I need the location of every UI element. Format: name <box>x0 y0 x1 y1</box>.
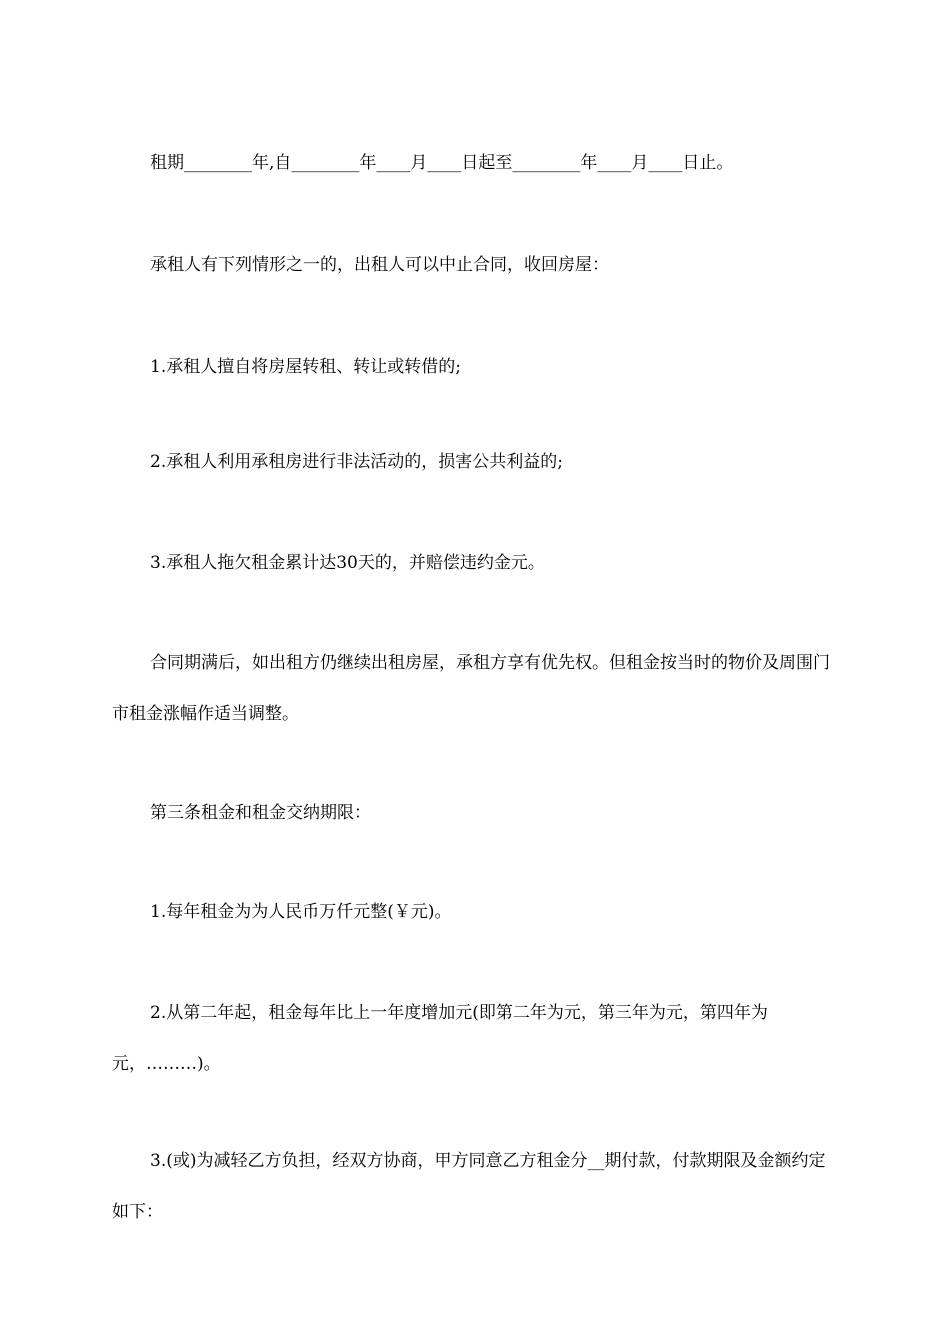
rent-item-2: 2.从第二年起，租金每年比上一年度增加元(即第二年为元，第三年为元，第四年为元，………)。 <box>112 1003 768 1074</box>
renewal-paragraph: 合同期满后，如出租方仍继续出租房屋，承租方享有优先权。但租金按当时的物价及周围门市租金涨幅作适当调整。 <box>112 653 830 724</box>
condition-item-3: 3.承租人拖欠租金累计达30天的，并赔偿违约金元。 <box>150 553 545 573</box>
condition-item-2: 2.承租人利用承租房进行非法活动的，损害公共利益的; <box>150 452 563 472</box>
article-three-heading: 第三条租金和租金交纳期限： <box>150 803 371 823</box>
lease-term-paragraph: 租期________年,自________年____月____日起至________年____月____日止。 <box>150 153 734 173</box>
rent-item-1: 1.每年租金为为人民币万仟元整(￥元)。 <box>150 902 452 922</box>
condition-item-1: 1.承租人擅自将房屋转租、转让或转借的; <box>150 357 461 377</box>
rent-item-3: 3.(或)为减轻乙方负担，经双方协商，甲方同意乙方租金分__期付款，付款期限及金额约定如下： <box>112 1151 826 1222</box>
termination-conditions-heading: 承租人有下列情形之一的，出租人可以中止合同，收回房屋： <box>150 255 609 275</box>
